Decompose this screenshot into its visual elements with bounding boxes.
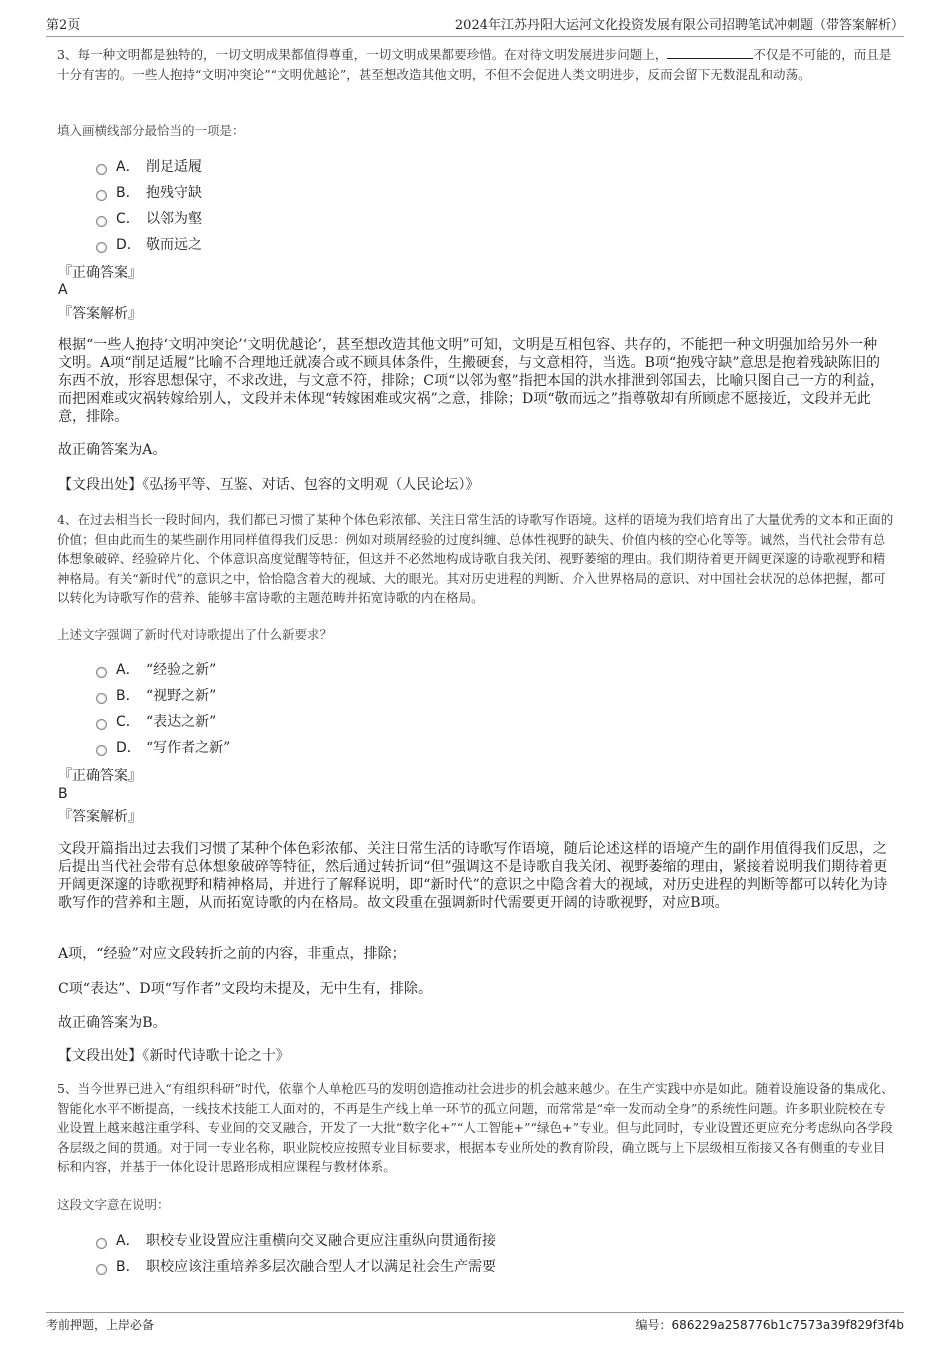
option-key: C． — [116, 714, 140, 730]
answer-conclusion: 故正确答案为B。 — [58, 1015, 167, 1031]
option-text: “经验之新” — [146, 662, 217, 678]
text-source: 【文段出处】《新时代诗歌十论之十》 — [58, 1048, 290, 1064]
option-key: A． — [116, 159, 140, 175]
radio-icon[interactable] — [96, 164, 107, 175]
question-3-prompt: 填入画横线部分最恰当的一项是： — [57, 123, 245, 138]
answer-analysis-label: 『答案解析』 — [58, 809, 142, 825]
option-text: “写作者之新” — [146, 740, 231, 756]
correct-answer: B — [58, 786, 68, 802]
option-text: 敬而远之 — [146, 237, 202, 253]
radio-icon[interactable] — [96, 242, 107, 253]
correct-answer: A — [58, 282, 68, 298]
page-footer — [46, 1312, 904, 1335]
question-5-option-a[interactable] — [96, 1229, 496, 1251]
fill-blank — [667, 45, 753, 59]
question-3-option-c[interactable] — [96, 207, 202, 229]
option-text: 抱残守缺 — [146, 185, 202, 201]
option-text: 职校专业设置应注重横向交叉融合更应注重纵向贯通衔接 — [146, 1233, 496, 1249]
option-key: B． — [116, 185, 140, 201]
page-header — [46, 14, 904, 37]
correct-answer-label: 『正确答案』 — [58, 768, 142, 784]
option-key: B． — [116, 688, 140, 704]
page-number: 第2页 — [46, 18, 81, 33]
answer-analysis: 根据“一些人抱持‘文明冲突论’‘文明优越论’，甚至想改造其他文明”可知，文明是互相包容、共存的，不能把一种文明强加给另外一种文明。A项“削足适履”比喻不合理地迁就凑合或不顾具体条件，生搬硬套，与文意相符，当选。B项“抱残守缺”意思是抱着残缺陈旧的东西不放，形容思想保守，不求改进，与文意不符，排除；C项“以邻为壑”指把本国的洪水排泄到邻国去，比喻只图自己一方的利益，而把困难或灾祸转嫁给别人，文段并未体现“转嫁困难或灾祸”之意，排除；D项“敬而远之”指尊敬却有所顾虑不愿接近，文段并无此意，排除。 — [58, 337, 885, 425]
option-key: D． — [116, 237, 141, 253]
question-3-option-d[interactable] — [96, 233, 202, 255]
radio-icon[interactable] — [96, 1264, 107, 1275]
analysis-note-cd: C项“表达”、D项“写作者”文段均未提及，无中生有，排除。 — [58, 981, 433, 997]
question-5-stem: 5、当今世界已进入“有组织科研”时代，依靠个人单枪匹马的发明创造推动社会进步的机会越来越少。在生产实践中亦是如此。随着设施设备的集成化、智能化水平不断提高，一线技术技能工人面对的，不再是生产线上单一环节的孤立问题，而常常是“牵一发而动全身”的系统性问题。许多职业院校在专业设置上越来越注重学科、专业间的交叉融合，开发了一大批“数字化+”“人工智能+”“绿色+”专业。但与此同时，专业设置还更应充分考虑纵向各学段各层级之间的贯通。对于同一专业名称，职业院校应按照专业目标要求，根据本专业所处的教育阶段，确立既与上下层级相互衔接又各有侧重的专业目标和内容，并基于一体化设计思路形成相应课程与教材体系。 — [57, 1081, 894, 1174]
radio-icon[interactable] — [96, 693, 107, 704]
radio-icon[interactable] — [96, 190, 107, 201]
answer-analysis-label: 『答案解析』 — [58, 306, 142, 322]
question-4-option-a[interactable] — [96, 658, 216, 680]
document-id: 编号：686229a258776b1c7573a39f829f3f4b — [635, 1318, 904, 1332]
question-4-option-b[interactable] — [96, 684, 216, 706]
question-3-stem-start: 3、每一种文明都是独特的，一切文明成果都值得尊重，一切文明成果都要珍惜。在对待文明发展进步问题上， — [57, 47, 668, 62]
radio-icon[interactable] — [96, 719, 107, 730]
option-key: B． — [116, 1259, 140, 1275]
question-4-prompt: 上述文字强调了新时代对诗歌提出了什么新要求？ — [57, 627, 333, 642]
question-4-option-d[interactable] — [96, 736, 230, 758]
question-4-stem: 4、在过去相当长一段时间内，我们都已习惯了某种个体色彩浓郁、关注日常生活的诗歌写作语境。这样的语境为我们培育出了大量优秀的文本和正面的价值；但由此而生的某些副作用同样值得我们反思：例如对琐屑经验的过度纠缠、总体性视野的缺失、价值内核的空心化等等。诚然，当代社会带有总体想象破碎、经验碎片化、个体意识高度觉醒等特征，但这并不必然地构成诗歌自我关闭、视野萎缩的理由。我们期待着更开阔更深邃的诗歌视野和精神格局。有关“新时代”的意识之中，恰恰隐含着大的视域、大的眼光。其对历史进程的判断、介入世界格局的意识、对中国社会状况的总体把握，都可以转化为诗歌写作的营养、能够丰富诗歌的主题范畴并拓宽诗歌的内在格局。 — [57, 512, 894, 605]
option-text: 以邻为壑 — [146, 211, 202, 227]
question-3-stem — [57, 45, 897, 84]
question-5-prompt: 这段文字意在说明： — [57, 1197, 170, 1212]
footer-slogan: 考前押题，上岸必备 — [46, 1318, 155, 1332]
question-3-option-b[interactable] — [96, 181, 202, 203]
option-key: A． — [116, 662, 140, 678]
answer-conclusion: 故正确答案为A。 — [58, 442, 167, 458]
option-text: “表达之新” — [146, 714, 217, 730]
radio-icon[interactable] — [96, 216, 107, 227]
text-source: 【文段出处】《弘扬平等、互鉴、对话、包容的文明观（人民论坛）》 — [58, 477, 480, 493]
option-text: “视野之新” — [146, 688, 217, 704]
option-key: C． — [116, 211, 140, 227]
question-3-option-a[interactable] — [96, 155, 202, 177]
option-text: 削足适履 — [146, 159, 202, 175]
analysis-note-a: A项，“经验”对应文段转折之前的内容，非重点，排除； — [58, 946, 406, 962]
answer-analysis: 文段开篇指出过去我们习惯了某种个体色彩浓郁、关注日常生活的诗歌写作语境，随后论述这样的语境产生的副作用值得我们反思，之后提出当代社会带有总体想象破碎等特征，然后通过转折词“但”强调这不是诗歌自我关闭、视野萎缩的理由，紧接着说明我们期待着更开阔更深邃的诗歌视野和精神格局，并进行了解释说明，即“新时代”的意识之中隐含着大的视域，对历史进程的判断等都可以转化为诗歌写作的营养和主题，从而拓宽诗歌的内在格局。故文段重在强调新时代需要更开阔的诗歌视野，对应B项。 — [58, 841, 888, 911]
correct-answer-label: 『正确答案』 — [58, 265, 142, 281]
question-3-stem-end: 不仅是不可能的，而且是十分有害的。一些人抱持“文明冲突论”“文明优越论”，甚至想改造其他文明，不但不会促进人类文明进步，反而会留下无数混乱和动荡。 — [57, 47, 892, 82]
option-text: 职校应该注重培养多层次融合型人才以满足社会生产需要 — [146, 1259, 496, 1275]
document-title: 2024年江苏丹阳大运河文化投资发展有限公司招聘笔试冲刺题（带答案解析） — [454, 18, 904, 33]
radio-icon[interactable] — [96, 1238, 107, 1249]
question-4-option-c[interactable] — [96, 710, 216, 732]
radio-icon[interactable] — [96, 667, 107, 678]
option-key: A． — [116, 1233, 140, 1249]
question-5-option-b[interactable] — [96, 1255, 496, 1277]
radio-icon[interactable] — [96, 745, 107, 756]
option-key: D． — [116, 740, 141, 756]
